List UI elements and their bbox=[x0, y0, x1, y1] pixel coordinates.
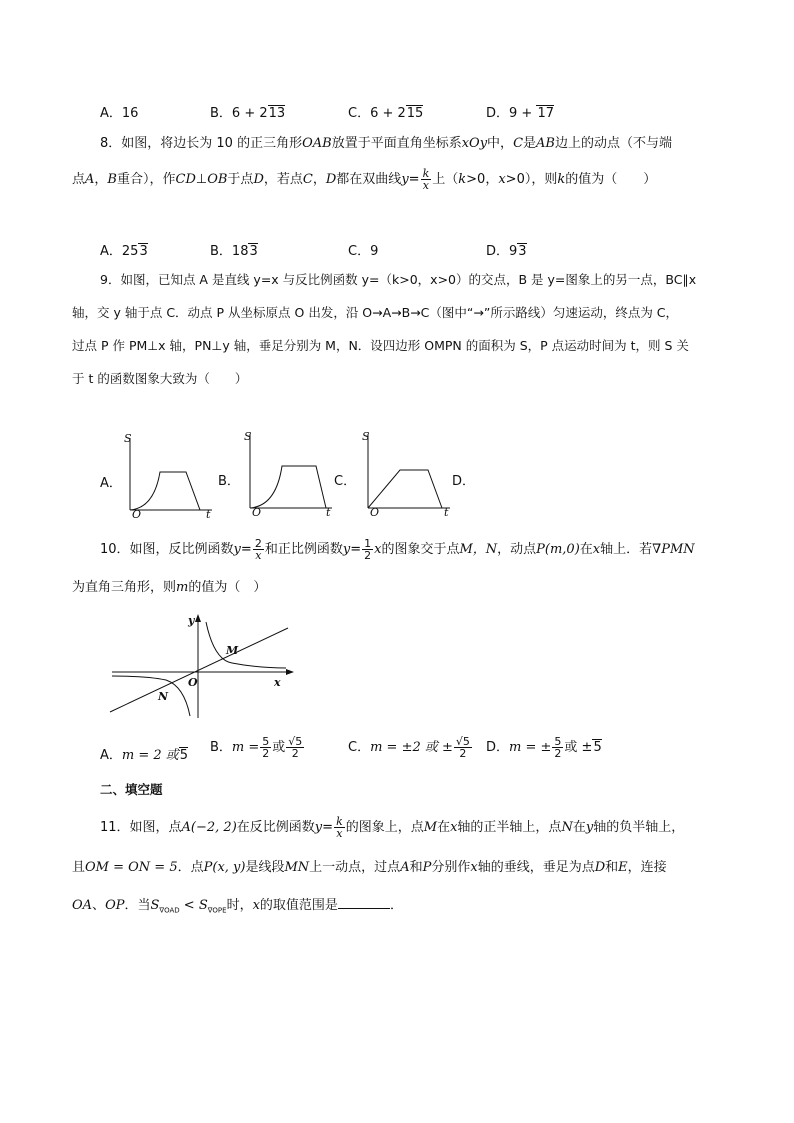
q9-line-1: 9．如图，已知点 A 是直线 y=x 与反比例函数 y=（k>0，x>0）的交点，B 是 y=图象上的另一点，BC∥x bbox=[100, 272, 697, 287]
fig-origin-label: O bbox=[188, 676, 198, 689]
curve bbox=[368, 470, 442, 508]
proportional-line bbox=[110, 628, 288, 712]
q8-line-1: 8．如图，将边长为 10 的正三角形OAB放置于平面直角坐标系xOy中，C是AB边上的动点（不与端 bbox=[100, 136, 672, 151]
q9-option-c-label: C． bbox=[334, 474, 357, 489]
q10-option-b: B．m = $\frac{5}{2}$ 或 $\frac{√5}{2}$ bbox=[210, 735, 303, 760]
origin-label: O bbox=[132, 508, 142, 518]
q8-option-c: C．9 bbox=[348, 244, 379, 259]
q11-line-3: OA、OP．当$S_{\nabla OAD} < S_{\nabla OPE}$时，x的取值范围是 ． bbox=[72, 898, 403, 915]
q7-option-c: C．6 + 215 bbox=[348, 106, 424, 121]
q7-option-b: B．6 + 213 bbox=[210, 106, 286, 121]
q8-option-d: D．93 bbox=[486, 244, 527, 259]
q11-line-2: 且OM = ON = 5．点P(x, y)是线段MN上一动点，过点A和P分别作x轴的垂线，垂足为点D和E，连接 bbox=[72, 860, 667, 875]
fig-point-n: N bbox=[158, 690, 169, 703]
q7-option-d: D．9 + 17 bbox=[486, 106, 554, 121]
q11-line-1: 11．如图，点A(−2, 2)在反比例函数y= $\frac{k}{x}$ 的图象上，点M在x轴的正半轴上，点N在y轴的负半轴上， bbox=[100, 815, 685, 840]
y-axis-arrow bbox=[195, 614, 201, 622]
fig-x-label: x bbox=[274, 676, 281, 689]
q9-graph-c bbox=[358, 428, 454, 518]
q9-graph-b bbox=[240, 428, 336, 518]
q7-option-a: A．16 bbox=[100, 106, 139, 121]
q8-option-a: A．253 bbox=[100, 244, 148, 259]
axis-t-label: t bbox=[444, 506, 449, 518]
axis-s-label: S bbox=[362, 430, 370, 443]
curve bbox=[250, 466, 326, 508]
q10-figure bbox=[108, 608, 298, 720]
q10-line-1: 10．如图，反比例函数y= $\frac{2}{x}$ 和正比例函数y= $\frac{1}{2}$ x的图象交于点M，N，动点P(m,0)在x轴上．若∇PMN bbox=[100, 537, 695, 562]
q11-fraction: $\frac{k}{x}$ bbox=[336, 815, 343, 840]
q8-option-b: B．183 bbox=[210, 244, 258, 259]
origin-label: O bbox=[370, 506, 380, 518]
q9-option-a-label: A． bbox=[100, 476, 122, 491]
q10-fraction-2: $\frac{1}{2}$ bbox=[364, 537, 372, 562]
answer-blank[interactable] bbox=[338, 896, 390, 909]
axis-s-label: S bbox=[124, 432, 132, 445]
q8-line-2: 点A，B重合），作CD⊥OB于点D，若点C，D都在双曲线y= $\frac{k}{x}$ 上（k>0，x>0），则k的值为（ ） bbox=[72, 167, 657, 192]
fig-point-m: M bbox=[226, 644, 239, 657]
q9-graph-a bbox=[120, 432, 216, 518]
axis-t-label: t bbox=[326, 506, 331, 518]
fig-y-label: y bbox=[188, 614, 195, 627]
axis-t-label: t bbox=[206, 508, 211, 518]
q10-option-a: A．m = 2 或5 bbox=[100, 748, 189, 763]
q9-line-2: 轴，交 y 轴于点 C．动点 P 从坐标原点 O 出发，沿 O→A→B→C（图中“→”所示路线）匀速运动，终点为 C， bbox=[72, 305, 679, 320]
q9-line-3: 过点 P 作 PM⊥x 轴，PN⊥y 轴，垂足分别为 M，N．设四边形 OMPN 的面积为 S，P 点运动时间为 t，则 S 关 bbox=[72, 338, 689, 353]
q10-option-d: D．m = ± $\frac{5}{2}$ 或 ±5 bbox=[486, 735, 602, 760]
axis-s-label: S bbox=[244, 430, 252, 443]
q10-line-2: 为直角三角形，则m的值为（ ） bbox=[72, 580, 267, 595]
x-axis-arrow bbox=[286, 669, 294, 675]
q9-line-4: 于 t 的函数图象大致为（ ） bbox=[72, 371, 248, 386]
curve bbox=[130, 472, 200, 510]
q10-option-c: C．m = ±2 或 ± $\frac{√5}{2}$ bbox=[348, 735, 470, 760]
origin-label: O bbox=[252, 506, 262, 518]
q9-option-b-label: B． bbox=[218, 474, 240, 489]
q8-fraction: $\frac{k}{x}$ bbox=[422, 167, 430, 192]
q10-fraction-1: $\frac{2}{x}$ bbox=[254, 537, 262, 562]
hyperbola-branch-2 bbox=[112, 676, 190, 716]
section-title: 二、填空题 bbox=[100, 782, 163, 797]
q9-option-d-label: D． bbox=[452, 474, 476, 489]
